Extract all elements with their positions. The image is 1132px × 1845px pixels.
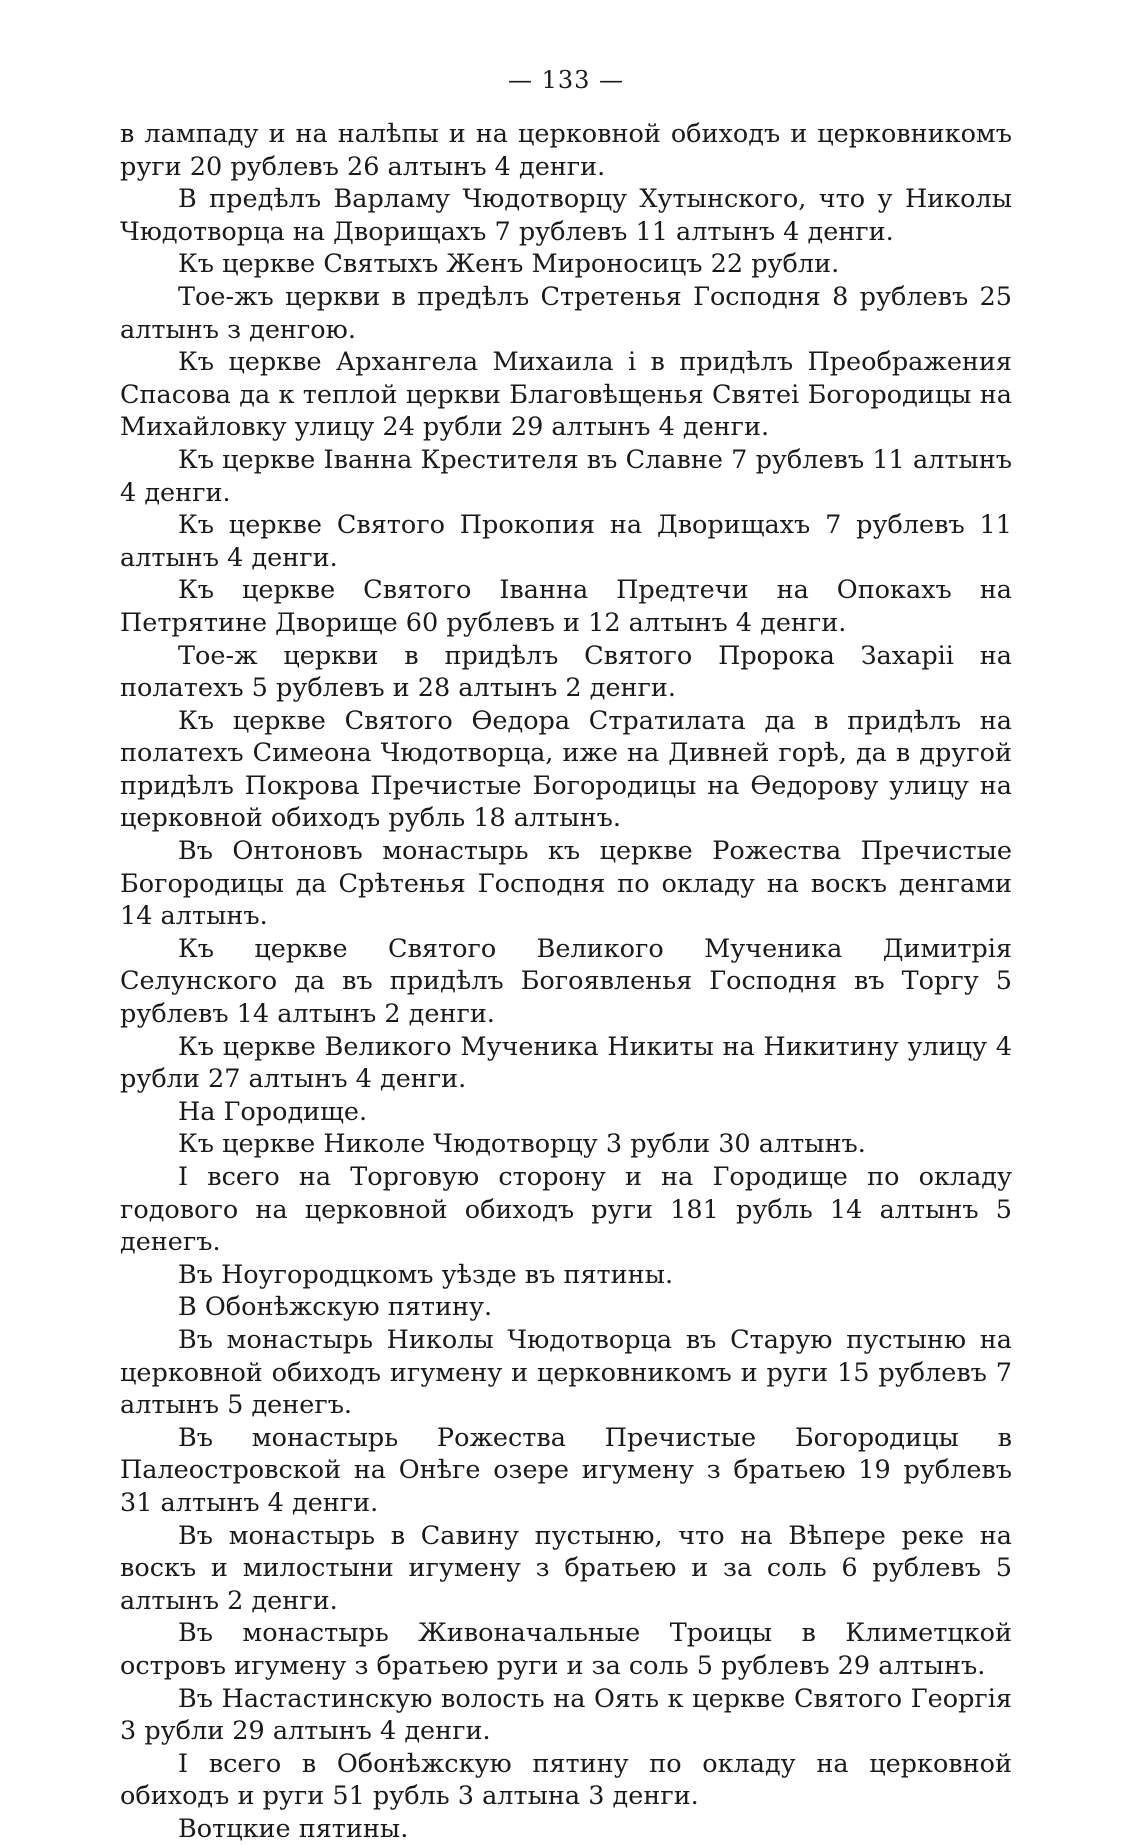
- paragraph: Тое-ж церкви в придѣлъ Святого Пророка Захаріі на полатехъ 5 рублевъ и 28 алтынъ 2 денги.: [120, 640, 1012, 704]
- paragraph: Въ Онтоновъ монастырь къ церкве Рожества Пречистые Богородицы да Срѣтенья Господня по окладу на воскъ денгами 14 алтынъ.: [120, 836, 1012, 932]
- section-heading: В Обонѣжскую пятину.: [178, 1292, 493, 1323]
- paragraph: Къ церкве Святого Прокопия на Дворищахъ 7 рублевъ 11 алтынъ 4 денги.: [120, 510, 1012, 573]
- paragraph: Въ монастырь Рожества Пречистые Богородицы в Палеостровской на Онѣге озере игумену з братьею 19 рублевъ 31 алтынъ 4 денги.: [120, 1422, 1012, 1518]
- paragraph-total: І всего в Обонѣжскую пятину по окладу на церковной обиходъ и руги 51 рубль 3 алтына 3 денги.: [120, 1748, 1012, 1812]
- paragraph: Къ церкве Святого Великого Мученика Димитрія Селунского да въ придѣлъ Богоявленья Господня въ Торгу 5 рублевъ 14 алтынъ 2 денги.: [120, 933, 1012, 1030]
- section-heading: На Городище.: [178, 1096, 368, 1127]
- paragraph: В предѣлъ Варламу Чюдотворцу Хутынского, что у Николы Чюдотворца на Дворищахъ 7 рублевъ 11 алтынъ 4 денги.: [120, 184, 1012, 247]
- paragraph: Тое-жъ церкви в предѣлъ Стретенья Господня 8 рублевъ 25 алтынъ з денгою.: [120, 281, 1012, 345]
- paragraph: Къ церкве Николе Чюдотворцу 3 рубли 30 алтынъ.: [178, 1129, 866, 1160]
- paragraph: Къ церкве Святыхъ Женъ Мироносицъ 22 рубли.: [178, 249, 840, 280]
- section-heading: Въ Ноугородцкомъ уѣзде въ пятины.: [178, 1259, 674, 1290]
- paragraph: Въ Настастинскую волость на Оять к церкве Святого Георгія 3 рубли 29 алтынъ 4 денги.: [120, 1683, 1012, 1747]
- section-heading: Вотцкие пятины.: [178, 1813, 409, 1844]
- paragraph: Въ монастырь Живоначальные Троицы в Климетцкой островъ игумену з братьею руги и за соль 5 рублевъ 29 алтынъ.: [120, 1618, 1012, 1681]
- paragraph: Къ церкве Іванна Крестителя въ Славне 7 рублевъ 11 алтынъ 4 денги.: [120, 444, 1012, 508]
- paragraph: Къ церкве Великого Мученика Никиты на Никитину улицу 4 рубли 27 алтынъ 4 денги.: [120, 1031, 1012, 1095]
- paragraph: Въ монастырь в Савину пустыню, что на Вѣпере реке на воскъ и милостыни игумену з братьею и за соль 6 рублевъ 5 алтынъ 2 денги.: [120, 1520, 1012, 1616]
- document-page: [120, 62, 1012, 1845]
- paragraph: Къ церкве Архангела Михаила і в придѣлъ Преображения Спасова да к теплой церкви Благовѣщенья Святеі Богородицы на Михайловку улицу 24 рубли 29 алтынъ 4 денги.: [120, 347, 1012, 443]
- paragraph-total: І всего на Торговую сторону и на Городище по окладу годового на церковной обиходъ руги 181 рубль 14 алтынъ 5 денегъ.: [120, 1162, 1012, 1258]
- body-text: [120, 118, 1012, 1845]
- paragraph: в лампаду и на налѣпы и на церковной обиходъ и церковникомъ руги 20 рублевъ 26 алтынъ 4 денги.: [120, 119, 1012, 182]
- paragraph: Въ монастырь Николы Чюдотворца въ Старую пустыню на церковной обиходъ игумену и церковникомъ и руги 15 рублевъ 7 алтынъ 5 денегъ.: [120, 1324, 1012, 1421]
- page-number: — 133 —: [507, 66, 625, 94]
- paragraph: Къ церкве Святого Өедора Стратилата да в придѣлъ на полатехъ Симеона Чюдотворца, иже на Дивней горѣ, да в другой придѣлъ Покрова Пречистые Богородицы на Өедорову улицу на церковной обиходъ рубль 18 алтынъ.: [120, 705, 1012, 834]
- paragraph: Къ церкве Святого Іванна Предтечи на Опокахъ на Петрятине Дворище 60 рублевъ и 12 алтынъ 4 денги.: [120, 575, 1012, 638]
